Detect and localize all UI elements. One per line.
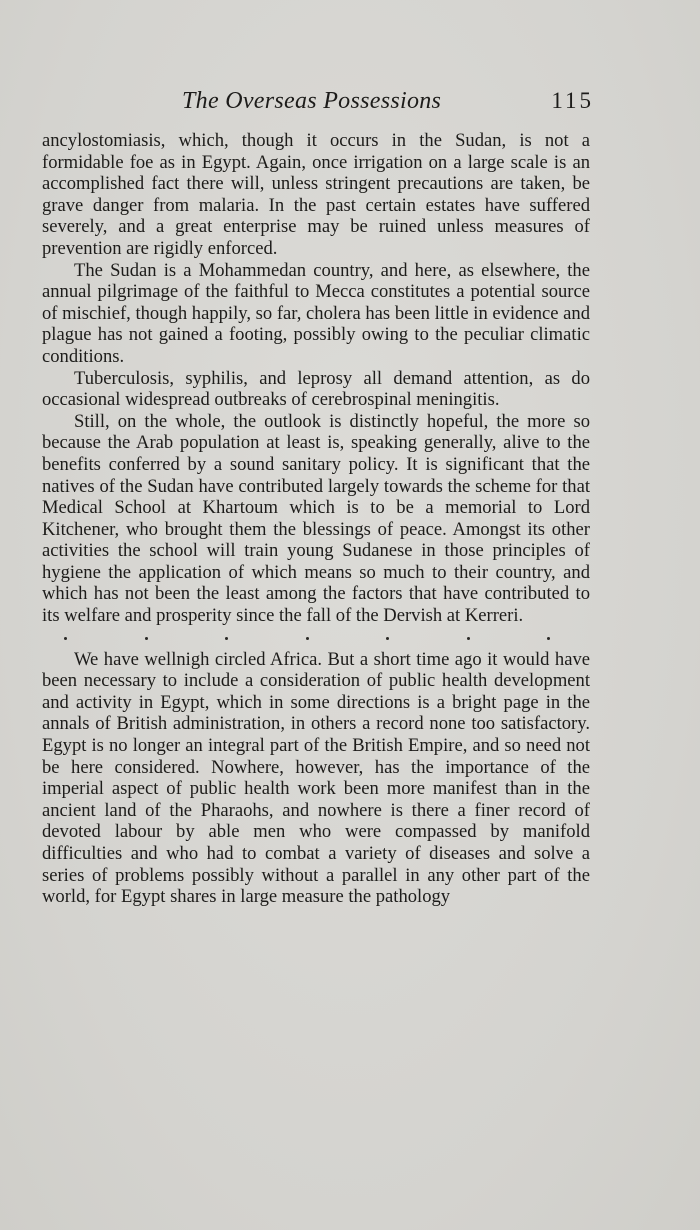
ornament-dot	[145, 637, 148, 640]
ornament-dot	[306, 637, 309, 640]
ornament-dot	[547, 637, 550, 640]
ornament-dot	[386, 637, 389, 640]
ornament-dot	[225, 637, 228, 640]
ornament-dot	[64, 637, 67, 640]
paragraph-mohammedan: The Sudan is a Mohammedan country, and here, as elsewhere, the annual pilgrimage of the faithful to Mecca constitutes a potential source of mischief, though happily, so far, cholera has been little in evidence and plague has not gained a footing, possibly owing to the peculiar climatic conditions.	[42, 259, 590, 367]
body-text	[42, 130, 590, 908]
running-title: The Overseas Possessions	[182, 88, 442, 114]
paragraph-outlook: Still, on the whole, the outlook is distinctly hopeful, the more so because the Arab population at least is, speaking generally, alive to the benefits conferred by a sound sanitary policy. It is significant that the natives of the Sudan have contributed largely towards the scheme for that Medical School at Khartoum which is to be a memorial to Lord Kitchener, who brought them the blessings of peace. Amongst its other activities the school will train young Sudanese in those principles of hygiene the application of which means so much to their country, and which has not been the least among the factors that have contributed to its welfare and prosperity since the fall of the Dervish at Kerreri.	[42, 410, 590, 627]
paragraph-egypt: We have wellnigh circled Africa. But a short time ago it would have been necessary to include a consideration of public health development and activity in Egypt, which in some directions is a bright page in the annals of British administration, in others a record none too satisfactory. Egypt is no longer an integral part of the British Empire, and so need not be here considered. Nowhere, however, has the importance of the imperial aspect of public health work been more manifest than in the ancient land of the Pharaohs, and nowhere is there a finer record of devoted labour by able men who were compassed by manifold difficulties and who had to combat a variety of diseases and solve a series of problems possibly without a parallel in any other part of the world, for Egypt shares in large measure the pathology	[42, 648, 590, 908]
page-number: 115	[551, 88, 594, 113]
page-header	[40, 88, 594, 118]
paragraph-continued: ancylostomiasis, which, though it occurs in the Sudan, is not a formidable foe as in Egypt. Again, once irrigation on a large scale is an accomplished fact there will, unless stringent precautions are taken, be grave danger from malaria. In the past certain estates have suffered severely, and a great enterprise may be ruined unless measures of prevention are rigidly enforced.	[42, 130, 590, 259]
ornament-dot	[467, 637, 470, 640]
paragraph-tuberculosis: Tuberculosis, syphilis, and leprosy all demand attention, as do occasional widespread outbreaks of cerebrospinal meningitis.	[42, 367, 590, 411]
section-break-dots	[42, 627, 590, 647]
